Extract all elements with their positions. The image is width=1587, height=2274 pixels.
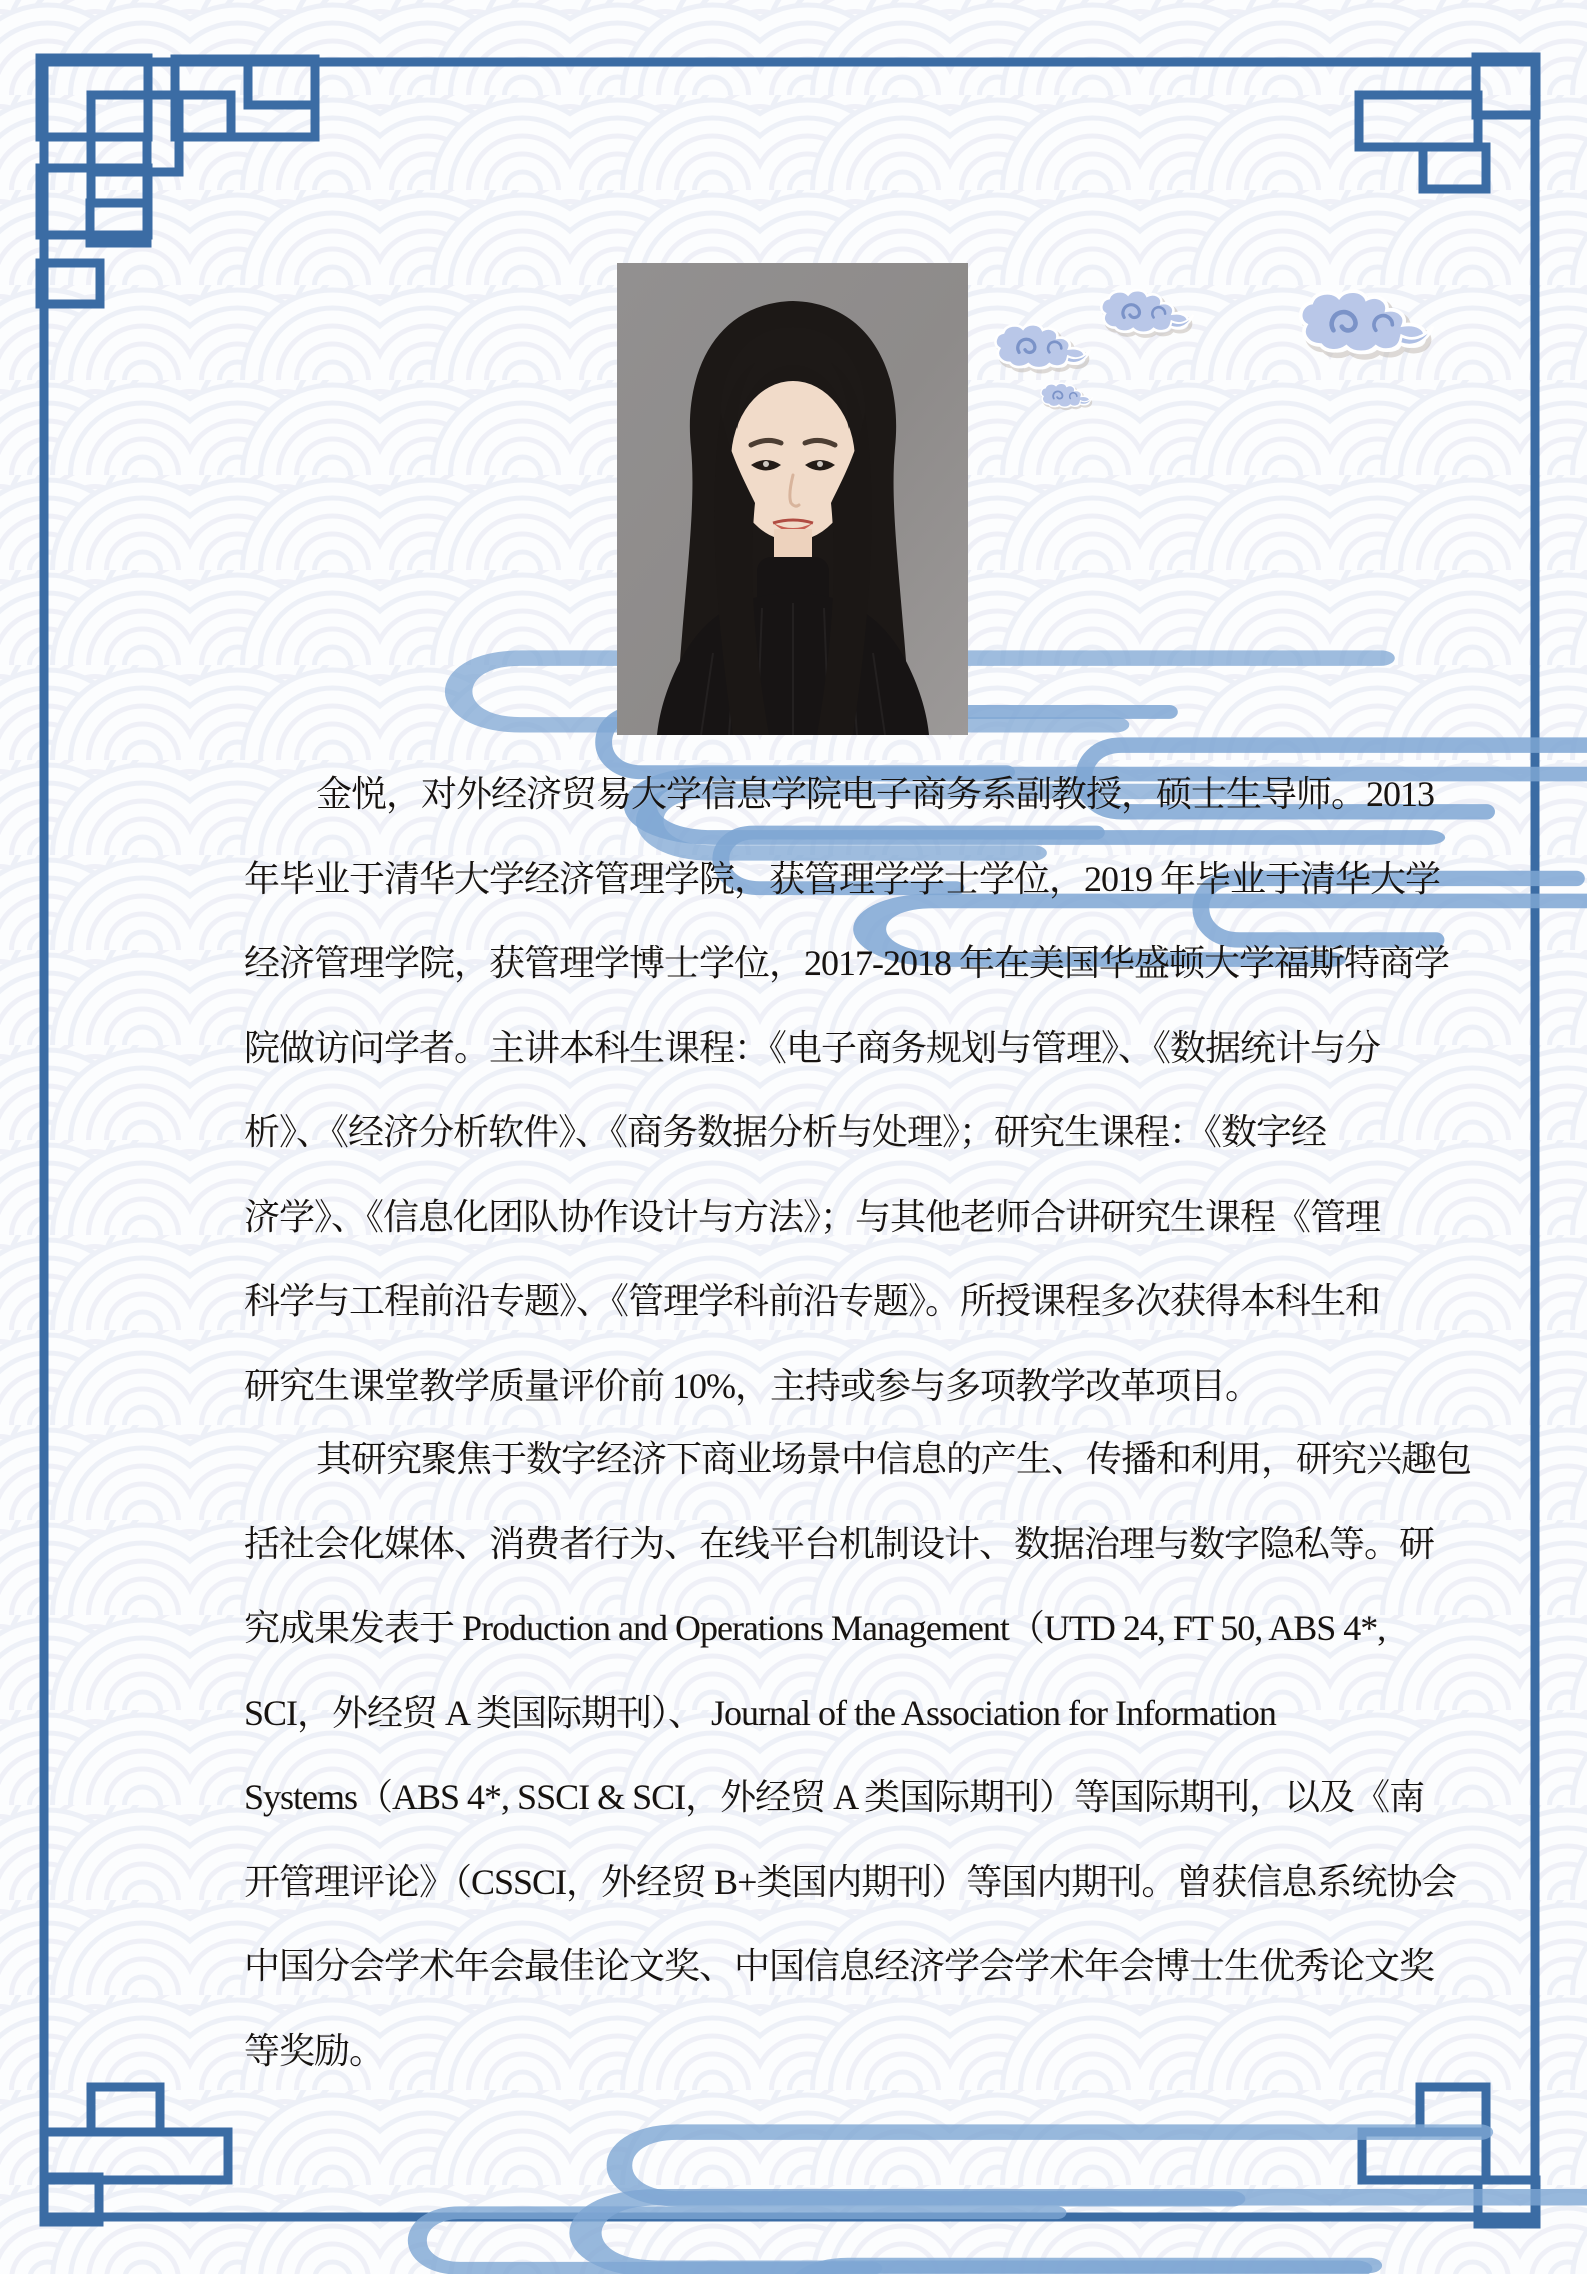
- bio-line: 析》、《经济分析软件》、《商务数据分析与处理》；研究生课程：《数字经: [244, 1112, 1327, 1152]
- cloud-icon: [1041, 383, 1093, 409]
- bottom-left-fret: [44, 2087, 228, 2222]
- top-right-fret: [1359, 57, 1536, 189]
- cloud-icon: [995, 324, 1090, 371]
- cloud-icon: [1301, 291, 1433, 357]
- bio-line: 经济管理学院，获管理学博士学位，2017-2018 年在美国华盛顿大学福斯特商学: [244, 943, 1449, 983]
- bio-line: 括社会化媒体、消费者行为、在线平台机制设计、数据治理与数字隐私等。研: [244, 1523, 1435, 1564]
- top-left-fret: [40, 58, 315, 304]
- bio-line: 年毕业于清华大学经济管理学院，获管理学学士学位，2019 年毕业于清华大学: [244, 858, 1441, 899]
- bio-line: SCI，外经贸 A 类国际期刊）、 Journal of the Association for Information: [244, 1692, 1276, 1733]
- bio-line: Systems（ABS 4*, SSCI & SCI，外经贸 A 类国际期刊）等国际期刊，以及《南: [244, 1777, 1425, 1817]
- bio-line: 金悦，对外经济贸易大学信息学院电子商务系副教授，硕士生导师。2013: [316, 774, 1435, 814]
- bio-line: 院做访问学者。主讲本科生课程：《电子商务规划与管理》、《数据统计与分: [244, 1027, 1381, 1068]
- bio-line: 科学与工程前沿专题》、《管理学科前沿专题》。所授课程多次获得本科生和: [244, 1281, 1381, 1321]
- bio-line: 开管理评论》（CSSCI，外经贸 B+类国内期刊）等国内期刊。曾获信息系统协会: [244, 1861, 1457, 1902]
- bio-line: 济学》、《信息化团队协作设计与方法》；与其他老师合讲研究生课程《管理: [244, 1196, 1381, 1237]
- portrait-photo: [617, 263, 968, 735]
- auspicious-clouds: [995, 290, 1432, 409]
- portrait-illustration: [617, 263, 968, 735]
- cloud-icon: [1101, 290, 1193, 336]
- bio-paragraph-1: [244, 752, 1494, 1428]
- bio-line: 研究生课堂教学质量评价前 10%，主持或参与多项教学改革项目。: [244, 1365, 1260, 1406]
- bio-line: 究成果发表于 Production and Operations Management（UTD 24, FT 50, ABS 4*,: [244, 1608, 1386, 1648]
- bio-line: 其研究聚焦于数字经济下商业场景中信息的产生、传播和利用，研究兴趣包: [316, 1439, 1472, 1479]
- bio-line: 中国分会学术年会最佳论文奖、中国信息经济学会学术年会博士生优秀论文奖: [244, 1946, 1435, 1986]
- bio-line: 等奖励。: [244, 2030, 385, 2071]
- bio-paragraph-2: [244, 1417, 1494, 2093]
